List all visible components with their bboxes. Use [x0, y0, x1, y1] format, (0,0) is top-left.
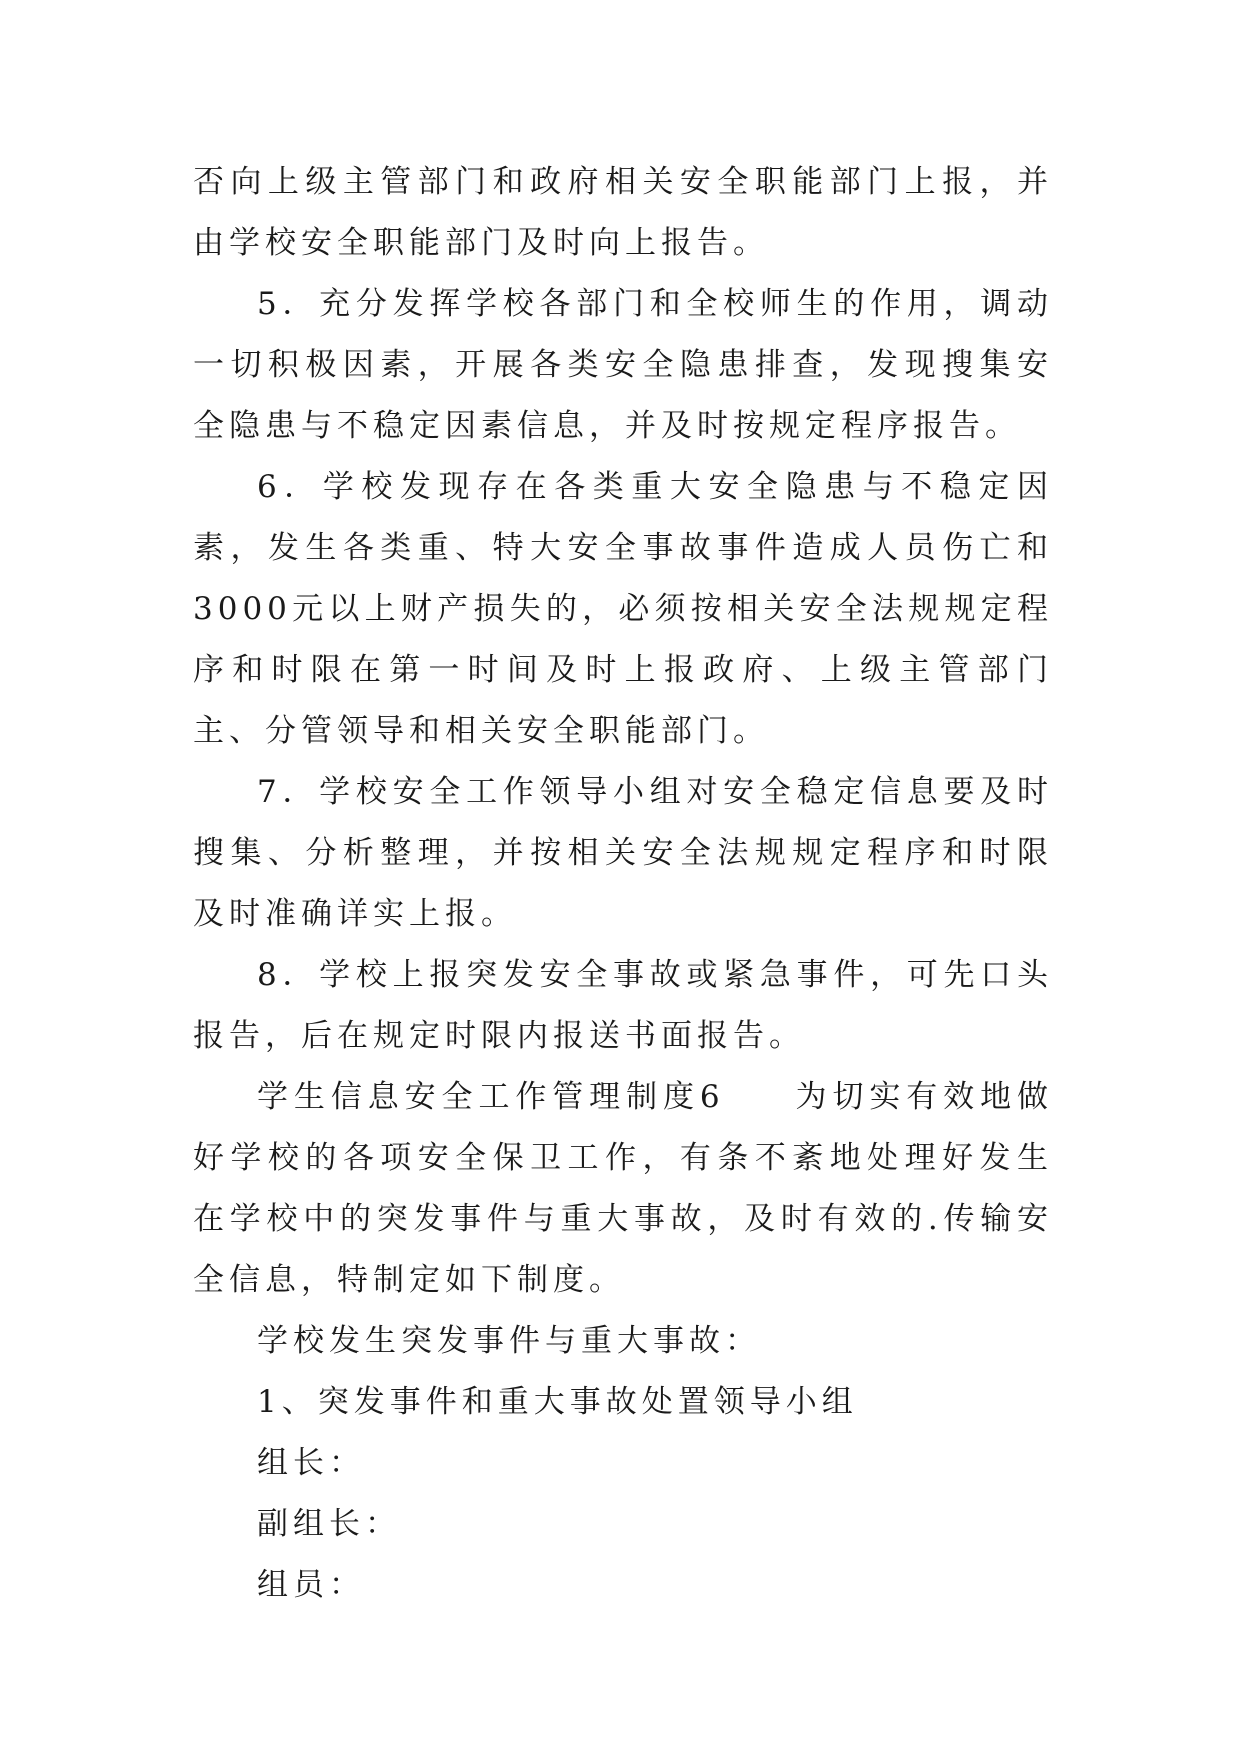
paragraph-item-5: 5．充分发挥学校各部门和全校师生的作用，调动一切积极因素，开展各类安全隐患排查，发现搜集安全隐患与不稳定因素信息，并及时按规定程序报告。 — [193, 286, 1053, 444]
paragraph-members: 组员： — [257, 1567, 365, 1603]
paragraph-deputy: 副组长： — [257, 1506, 401, 1542]
section-6-heading: 学生信息安全工作管理制度6 — [257, 1079, 725, 1115]
paragraph-continued: 否向上级主管部门和政府相关安全职能部门上报，并由学校安全职能部门及时向上报告。 — [193, 164, 1053, 261]
paragraph-item-8: 8．学校上报突发安全事故或紧急事件，可先口头报告，后在规定时限内报送书面报告。 — [193, 957, 1053, 1054]
paragraph-events: 学校发生突发事件与重大事故： — [257, 1323, 761, 1359]
paragraph-leader: 组长： — [257, 1445, 365, 1481]
paragraph-section-6 — [193, 1067, 1053, 1311]
document-body — [193, 152, 1053, 1616]
paragraph-item-6: 6．学校发现存在各类重大安全隐患与不稳定因素，发生各类重、特大安全事故事件造成人员伤亡和3000元以上财产损失的，必须按相关安全法规规定程序和时限在第一时间及时上报政府、上级主管部门主、分管领导和相关安全职能部门。 — [193, 469, 1053, 749]
paragraph-item-7: 7．学校安全工作领导小组对安全稳定信息要及时搜集、分析整理，并按相关安全法规规定程序和时限及时准确详实上报。 — [193, 774, 1053, 932]
section-6-text: 为切实有效地做好学校的各项安全保卫工作，有条不紊地处理好发生在学校中的突发事件与重大事故，及时有效的.传输安全信息，特制定如下制度。 — [193, 1079, 1054, 1298]
paragraph-group-title: 1、突发事件和重大事故处置领导小组 — [257, 1384, 858, 1420]
